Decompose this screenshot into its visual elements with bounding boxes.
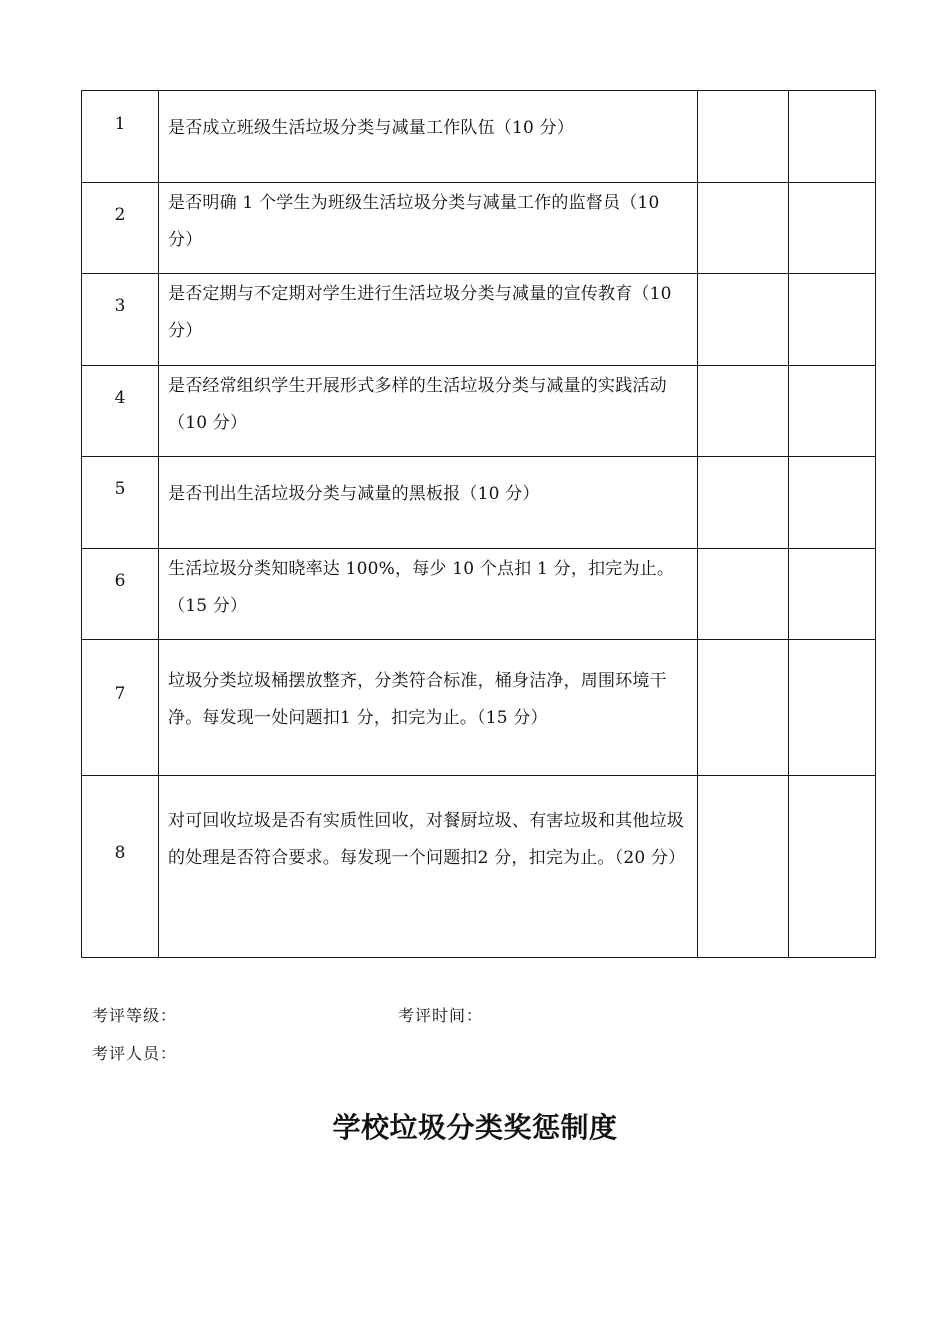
score-cell <box>698 91 789 183</box>
document-title: 学校垃圾分类奖惩制度 <box>332 1111 618 1144</box>
criterion-cell <box>159 457 698 549</box>
criterion-cell <box>159 91 698 183</box>
row-number: 4 <box>114 388 126 408</box>
criterion-cell <box>159 183 698 274</box>
score-cell <box>698 274 789 366</box>
row-number-cell <box>82 776 159 958</box>
remark-cell <box>789 457 876 549</box>
criterion-text: 是否明确 1 个学生为班级生活垃圾分类与减量工作的监督员（10 分） <box>168 193 660 250</box>
remark-cell <box>789 366 876 457</box>
criterion-text: 垃圾分类垃圾桶摆放整齐，分类符合标准，桶身洁净，周围环境干净。每发现一处问题扣1 分，扣完为止。（15 分） <box>168 671 667 728</box>
row-number-cell <box>82 183 159 274</box>
criterion-cell <box>159 366 698 457</box>
criterion-cell <box>159 274 698 366</box>
row-number: 8 <box>114 843 126 863</box>
remark-cell <box>789 776 876 958</box>
table-row <box>82 91 876 183</box>
table-row <box>82 366 876 457</box>
score-cell <box>698 457 789 549</box>
table-row <box>82 640 876 776</box>
row-number: 6 <box>114 571 126 591</box>
score-cell <box>698 183 789 274</box>
remark-cell <box>789 91 876 183</box>
remark-cell <box>789 183 876 274</box>
evaluation-grade-label: 考评等级： <box>92 1006 178 1025</box>
evaluation-time-label: 考评时间： <box>398 1006 484 1025</box>
remark-cell <box>789 274 876 366</box>
row-number: 7 <box>114 684 126 704</box>
evaluation-staff-label: 考评人员： <box>92 1044 178 1063</box>
row-number-cell <box>82 640 159 776</box>
criterion-text: 是否定期与不定期对学生进行生活垃圾分类与减量的宣传教育（10 分） <box>168 284 672 341</box>
criterion-text: 生活垃圾分类知晓率达 100%，每少 10 个点扣 1 分，扣完为止。（15 分） <box>168 559 675 616</box>
remark-cell <box>789 640 876 776</box>
row-number-cell <box>82 91 159 183</box>
evaluation-table <box>81 90 876 958</box>
remark-cell <box>789 549 876 640</box>
row-number: 1 <box>114 114 126 134</box>
row-number-cell <box>82 274 159 366</box>
score-cell <box>698 640 789 776</box>
table-row <box>82 549 876 640</box>
score-cell <box>698 776 789 958</box>
row-number: 3 <box>114 296 126 316</box>
criterion-text: 是否经常组织学生开展形式多样的生活垃圾分类与减量的实践活动（10 分） <box>168 376 667 433</box>
table-row <box>82 183 876 274</box>
row-number-cell <box>82 366 159 457</box>
row-number: 5 <box>114 479 126 499</box>
criterion-cell <box>159 549 698 640</box>
row-number-cell <box>82 457 159 549</box>
criterion-cell <box>159 776 698 958</box>
table-row <box>82 457 876 549</box>
table-row <box>82 776 876 958</box>
score-cell <box>698 366 789 457</box>
score-cell <box>698 549 789 640</box>
row-number: 2 <box>114 205 126 225</box>
row-number-cell <box>82 549 159 640</box>
criterion-text: 是否刊出生活垃圾分类与减量的黑板报（10 分） <box>168 484 540 504</box>
criterion-text: 对可回收垃圾是否有实质性回收，对餐厨垃圾、有害垃圾和其他垃圾的处理是否符合要求。每发现一个问题扣2 分，扣完为止。（20 分） <box>168 811 686 868</box>
criterion-cell <box>159 640 698 776</box>
table-row <box>82 274 876 366</box>
criterion-text: 是否成立班级生活垃圾分类与减量工作队伍（10 分） <box>168 118 575 138</box>
